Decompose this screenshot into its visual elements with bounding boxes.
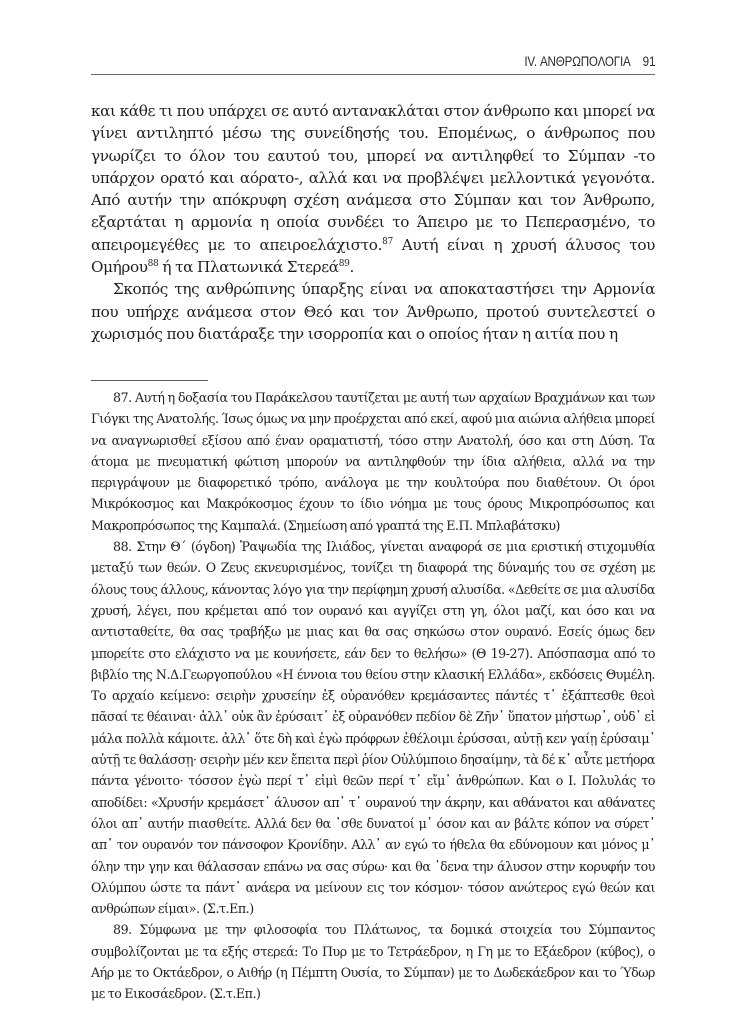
body-text bbox=[91, 100, 655, 345]
body-text-run: . bbox=[349, 258, 354, 277]
body-text-run: Αυτή είναι η χρυσή άλυσος του Ομήρου bbox=[91, 235, 655, 277]
body-text-run: Σκοπός της ανθρώπινης ύπαρξης είναι να αποκαταστήσει την Αρμονία που υπήρχε ανάμεσα στον Θεό και τον Άνθρωπο, προτού συντελεστεί ο χωρισμός που διατάραξε την ισορροπία και ο οποίος ήταν η αιτία που η bbox=[91, 280, 655, 343]
body-paragraph bbox=[91, 100, 655, 278]
page-number: 91 bbox=[642, 54, 655, 69]
footnote-ref-87[interactable]: 87 bbox=[382, 236, 393, 247]
footnote-ref-89[interactable]: 89 bbox=[338, 259, 350, 270]
footnote-88: 88. Στην Θ΄ (όγδοη) Ῥαψωδία της Ιλιάδος, γίνεται αναφορά σε μια εριστική στιχομυθία μεταξύ των θεών. Ο Ζευς εκνευρισμένος, τονίζει τη διαφορά της δύναμής του σε σχέση με όλους τους άλλους, κάνοντας λόγο για την περίφημη χρυσή αλυσίδα. «Δεθείτε σε μια αλυσίδα χρυσή, λέγει, που κρέμεται από τον ουρανό και αγγίζει στη γη, όλοι μαζί, και όσο και να αντισταθείτε, θα σας τραβήξω με μιας και θα σας σηκώσω στον ουρανό. Εσείς όμως δεν μπορείτε στο ελάχιστο να με κουνήσετε, εάν δεν το θελήσω» (Θ 19-27). Απόσπασμα από το βιβλίο της Ν.Δ.Γεωργοπούλου «Η έννοια του θείου στην κλασική Ελλάδα», εκδόσεις Θυμέλη. Το αρχαίο κείμενο: σειρὴν χρυσείην ἐξ οὐρανόθεν κρεμάσαντες πάντές τ᾽ ἐξάπτεσθε θεοὶ πᾶσαί τε θέαιναι· ἀλλ᾽ οὐκ ἂν ἐρύσαιτ᾽ ἐξ οὐρανόθεν πεδίον δὲ Ζῆν᾽ ὕπατον μήστωρ᾽, οὐδ᾽ εἰ μάλα πολλὰ κάμοιτε. ἀλλ᾽ ὅτε δὴ καὶ ἐγὼ πρόφρων ἐθέλοιμι ἐρύσσαι, αὐτῇ κεν γαίῃ ἐρύσαιμ᾽ αὐτῇ τε θαλάσσῃ· σειρὴν μέν κεν ἔπειτα περὶ ῥίον Οὐλύμποιο δησαίμην, τὰ δέ κ᾽ αὖτε μετήορα πάντα γένοιτο· τόσσον ἐγὼ περί τ᾽ εἰμὶ θεῶν περί τ᾽ εἴμ᾽ ἀνθρώπων. Και ο Ι. Πολυλάς το αποδίδει: «Χρυσήν κρεμάσετ᾽ άλυσον απ᾽ τ᾽ ουρανού την άκρην, και αθάνατοι και αθάνατες όλοι απ᾽ αυτήν πιασθείτε. Αλλά δεν θα ᾽σθε δυνατοί μ᾽ όσον και αν βάλτε κόπον να σύρετ᾽ απ᾽ τον ουρανόν τον πάνσοφον Κρονίδην. Αλλ᾽ αν εγώ το ήθελα θα εδύνομουν και μόνος μ᾽ όλην την γην και θάλασσαν επάνω να σας σύρω· και θα ᾽δενα την άλυσον στην κορυφήν του Ολύμπου ώστε τα πάντ᾽ ανάερα να μείνουν εις τον κόσμον· τόσον ανώτερος εγώ θεών και ανθρώπων είμαι». (Σ.τ.Επ.) bbox=[91, 539, 655, 917]
running-title: IV. ΑΝΘΡΩΠΟΛΟΓΙΑ bbox=[524, 54, 631, 69]
page-header bbox=[91, 52, 655, 75]
body-paragraph bbox=[91, 278, 655, 345]
body-text-run: ή τα Πλατωνικά Στερεά bbox=[158, 258, 339, 277]
running-head bbox=[524, 54, 655, 69]
footnote-87: 87. Αυτή η δοξασία του Παράκελσου ταυτίζεται με αυτή των αρχαίων Βραχμάνων και των Γιόγκι της Ανατολής. Ίσως όμως να μην προέρχεται από εκεί, αφού μια αιώνια αλήθεια μπορεί να αναγνωρισθεί εξίσου από έναν οραματιστή, τόσο στην Ανατολή, όσο και στη Δύση. Τα άτομα με πνευματική φώτιση μπορούν να αντιληφθούν την ίδια αλήθεια, αλλά να την περιγράψουν με διαφορετικό τρόπο, ανάλογα με την κουλτούρα που διαθέτουν. Οι όροι Μικρόκοσμος και Μακρόκοσμος έχουν το ίδιο νόημα με τους όρους Μικροπρόσωπος και Μακροπρόσωπος της Καμπαλά. (Σημείωση από γραπτά της Ε.Π. Μπλαβάτσκυ) bbox=[91, 390, 655, 533]
body-text-run: και κάθε τι που υπάρχει σε αυτό αντανακλάται στον άνθρωπο και μπορεί να γίνει αντιληπτό μέσω της συνείδησής του. Επομένως, ο άνθρωπος που γνωρίζει το όλον του εαυτού του, μπορεί να αντιληφθεί το Σύμπαν -το υπάρχον ορατό και αόρατο-, αλλά και να προβλέψει μελλοντικά γεγονότα. Από αυτήν την απόκρυφη σχέση ανάμεσα στο Σύμπαν και τον Άνθρωπο, εξαρτάται η αρμονία η οποία συνδέει το Άπειρο με το Πεπερασμένο, το απειρομεγέθες με το απειροελάχιστο. bbox=[91, 102, 655, 254]
footnote-ref-88[interactable]: 88 bbox=[147, 259, 159, 270]
footnotes bbox=[91, 387, 655, 1005]
footnote-separator bbox=[91, 380, 208, 381]
footnote-89: 89. Σύμφωνα με την φιλοσοφία του Πλάτωνος, τα δομικά στοιχεία του Σύμπαντος συμβολίζονται με τα εξής στερεά: Το Πυρ με το Τετράεδρον, η Γη με το Εξάεδρον (κύβος), ο Αήρ με το Οκτάεδρον, ο Αιθήρ (η Πέμπτη Ουσία, το Σύμπαν) με το Δωδεκάεδρον και το Ύδωρ με το Εικοσάεδρον. (Σ.τ.Επ.) bbox=[91, 922, 655, 1002]
